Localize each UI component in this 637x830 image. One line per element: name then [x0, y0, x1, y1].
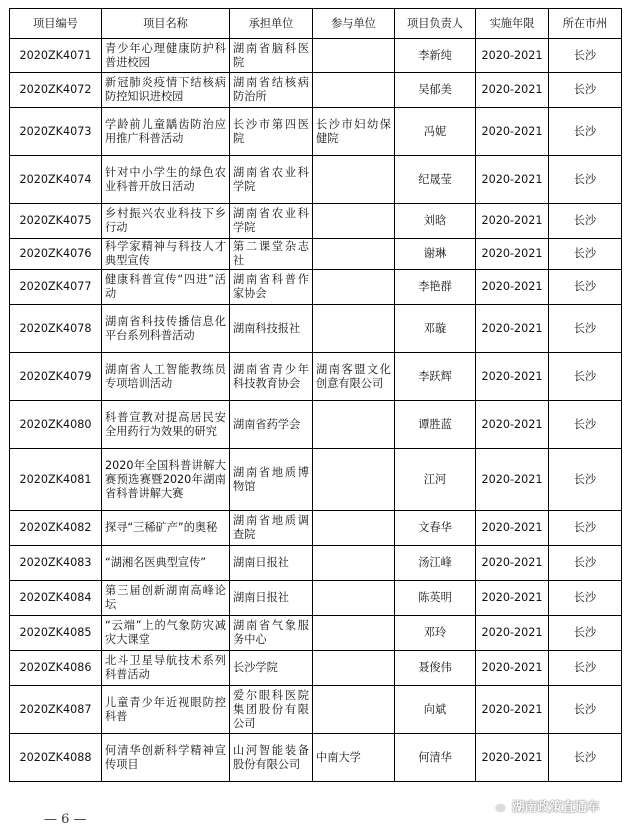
cell-city: 长沙 — [549, 686, 622, 734]
table-row — [10, 511, 622, 546]
cell-name: 青少年心理健康防护科普进校园 — [102, 39, 230, 73]
table-row — [10, 156, 622, 204]
cell-partner — [313, 686, 395, 734]
cell-name: 健康科普宣传“四进”活动 — [102, 270, 230, 305]
cell-name: 探寻“三稀矿产”的奥秘 — [102, 511, 230, 546]
header-name: 项目名称 — [102, 9, 230, 39]
cell-unit: 湖南省气象服务中心 — [230, 616, 313, 651]
table-row — [10, 353, 622, 401]
cell-partner — [313, 39, 395, 73]
cell-leader: 汤江峰 — [395, 546, 476, 581]
cell-leader: 谢琳 — [395, 239, 476, 270]
cell-unit: 第二课堂杂志社 — [230, 239, 313, 270]
cell-unit: 湖南省结核病防治所 — [230, 73, 313, 108]
cell-partner: 中南大学 — [313, 734, 395, 782]
header-code: 项目编号 — [10, 9, 102, 39]
cell-partner — [313, 581, 395, 616]
table-row — [10, 734, 622, 782]
cell-code: 2020ZK4083 — [10, 546, 102, 581]
cell-name: 科普宣教对提高居民安全用药行为效果的研究 — [102, 401, 230, 449]
cell-city: 长沙 — [549, 204, 622, 239]
cell-city: 长沙 — [549, 511, 622, 546]
cell-name: 第三届创新湖南高峰论坛 — [102, 581, 230, 616]
cell-name: “云端”上的气象防灾减灾大课堂 — [102, 616, 230, 651]
cell-name: 湖南省科技传播信息化平台系列科普活动 — [102, 305, 230, 353]
cell-leader: 邓玲 — [395, 616, 476, 651]
cell-leader: 何清华 — [395, 734, 476, 782]
cell-years: 2020-2021 — [476, 546, 549, 581]
cell-city: 长沙 — [549, 546, 622, 581]
cell-years: 2020-2021 — [476, 616, 549, 651]
cell-code: 2020ZK4086 — [10, 651, 102, 686]
cell-years: 2020-2021 — [476, 305, 549, 353]
cell-city: 长沙 — [549, 156, 622, 204]
cell-unit: 湖南省药学会 — [230, 401, 313, 449]
cell-years: 2020-2021 — [476, 401, 549, 449]
cell-leader: 江河 — [395, 449, 476, 511]
cell-code: 2020ZK4076 — [10, 239, 102, 270]
table-row — [10, 616, 622, 651]
cell-unit: 湖南省脑科医院 — [230, 39, 313, 73]
cell-years: 2020-2021 — [476, 239, 549, 270]
cell-city: 长沙 — [549, 581, 622, 616]
cell-name: 北斗卫星导航技术系列科普活动 — [102, 651, 230, 686]
wechat-icon — [486, 797, 508, 815]
table-row — [10, 39, 622, 73]
cell-unit: 湖南省青少年科技教育协会 — [230, 353, 313, 401]
cell-leader: 纪晟莹 — [395, 156, 476, 204]
cell-code: 2020ZK4087 — [10, 686, 102, 734]
table-header-row — [10, 9, 622, 39]
cell-unit: 湖南省科普作家协会 — [230, 270, 313, 305]
cell-years: 2020-2021 — [476, 39, 549, 73]
table-row — [10, 239, 622, 270]
cell-name: 学龄前儿童龋齿防治应用推广科普活动 — [102, 108, 230, 156]
table-row — [10, 651, 622, 686]
page-number: — 6 — — [44, 812, 87, 827]
cell-code: 2020ZK4080 — [10, 401, 102, 449]
watermark-text: 湖南政策直通车 — [512, 799, 600, 814]
cell-leader: 李艳群 — [395, 270, 476, 305]
cell-partner — [313, 156, 395, 204]
cell-code: 2020ZK4088 — [10, 734, 102, 782]
cell-city: 长沙 — [549, 305, 622, 353]
cell-unit: 湖南省地质博物馆 — [230, 449, 313, 511]
table-row — [10, 686, 622, 734]
cell-city: 长沙 — [549, 270, 622, 305]
cell-city: 长沙 — [549, 734, 622, 782]
cell-years: 2020-2021 — [476, 73, 549, 108]
cell-partner — [313, 305, 395, 353]
cell-unit: 湖南科技报社 — [230, 305, 313, 353]
cell-city: 长沙 — [549, 401, 622, 449]
cell-unit: 长沙市第四医院 — [230, 108, 313, 156]
cell-name: 针对中小学生的绿色农业科普开放日活动 — [102, 156, 230, 204]
cell-leader: 陈英明 — [395, 581, 476, 616]
cell-leader: 冯妮 — [395, 108, 476, 156]
cell-partner — [313, 401, 395, 449]
cell-years: 2020-2021 — [476, 651, 549, 686]
cell-partner — [313, 73, 395, 108]
cell-partner — [313, 546, 395, 581]
cell-years: 2020-2021 — [476, 581, 549, 616]
project-table — [9, 8, 622, 782]
cell-name: 湖南省人工智能教练员专项培训活动 — [102, 353, 230, 401]
cell-name: 2020年全国科普讲解大赛预选赛暨2020年湖南省科普讲解大赛 — [102, 449, 230, 511]
cell-code: 2020ZK4082 — [10, 511, 102, 546]
table-row — [10, 449, 622, 511]
cell-city: 长沙 — [549, 39, 622, 73]
cell-unit: 湖南日报社 — [230, 546, 313, 581]
header-partner: 参与单位 — [313, 9, 395, 39]
header-city: 所在市州 — [549, 9, 622, 39]
cell-city: 长沙 — [549, 108, 622, 156]
header-unit: 承担单位 — [230, 9, 313, 39]
cell-unit: 长沙学院 — [230, 651, 313, 686]
cell-code: 2020ZK4072 — [10, 73, 102, 108]
table-row — [10, 73, 622, 108]
cell-code: 2020ZK4073 — [10, 108, 102, 156]
cell-name: 新冠肺炎疫情下结核病防控知识进校园 — [102, 73, 230, 108]
cell-leader: 文春华 — [395, 511, 476, 546]
cell-code: 2020ZK4075 — [10, 204, 102, 239]
cell-code: 2020ZK4084 — [10, 581, 102, 616]
cell-years: 2020-2021 — [476, 108, 549, 156]
cell-city: 长沙 — [549, 239, 622, 270]
cell-years: 2020-2021 — [476, 204, 549, 239]
cell-name: 何清华创新科学精神宣传项目 — [102, 734, 230, 782]
cell-partner: 长沙市妇幼保健院 — [313, 108, 395, 156]
cell-partner — [313, 449, 395, 511]
cell-partner — [313, 239, 395, 270]
cell-leader: 聂俊伟 — [395, 651, 476, 686]
cell-city: 长沙 — [549, 651, 622, 686]
cell-years: 2020-2021 — [476, 511, 549, 546]
table-body — [10, 39, 622, 782]
table-row — [10, 108, 622, 156]
cell-partner — [313, 511, 395, 546]
cell-partner — [313, 616, 395, 651]
cell-name: 儿童青少年近视眼防控科普 — [102, 686, 230, 734]
cell-code: 2020ZK4085 — [10, 616, 102, 651]
cell-partner: 湖南客盟文化创意有限公司 — [313, 353, 395, 401]
cell-partner — [313, 270, 395, 305]
cell-city: 长沙 — [549, 449, 622, 511]
table-row — [10, 204, 622, 239]
cell-name: “湖湘名医典型宣传” — [102, 546, 230, 581]
cell-partner — [313, 204, 395, 239]
table-row — [10, 401, 622, 449]
cell-years: 2020-2021 — [476, 156, 549, 204]
cell-unit: 山河智能装备股份有限公司 — [230, 734, 313, 782]
cell-partner — [313, 651, 395, 686]
cell-years: 2020-2021 — [476, 270, 549, 305]
table-row — [10, 270, 622, 305]
cell-leader: 吴郁美 — [395, 73, 476, 108]
table-row — [10, 546, 622, 581]
cell-leader: 邓璇 — [395, 305, 476, 353]
watermark — [486, 797, 600, 815]
cell-code: 2020ZK4071 — [10, 39, 102, 73]
cell-code: 2020ZK4074 — [10, 156, 102, 204]
cell-leader: 向斌 — [395, 686, 476, 734]
cell-unit: 湖南省农业科学院 — [230, 156, 313, 204]
cell-years: 2020-2021 — [476, 449, 549, 511]
cell-unit: 湖南省农业科学院 — [230, 204, 313, 239]
cell-leader: 李跃辉 — [395, 353, 476, 401]
cell-code: 2020ZK4078 — [10, 305, 102, 353]
cell-unit: 爱尔眼科医院集团股份有限公司 — [230, 686, 313, 734]
cell-name: 科学家精神与科技人才典型宣传 — [102, 239, 230, 270]
cell-unit: 湖南日报社 — [230, 581, 313, 616]
cell-city: 长沙 — [549, 353, 622, 401]
cell-code: 2020ZK4077 — [10, 270, 102, 305]
cell-city: 长沙 — [549, 616, 622, 651]
cell-leader: 刘晗 — [395, 204, 476, 239]
cell-years: 2020-2021 — [476, 686, 549, 734]
header-leader: 项目负责人 — [395, 9, 476, 39]
cell-city: 长沙 — [549, 73, 622, 108]
cell-code: 2020ZK4081 — [10, 449, 102, 511]
cell-code: 2020ZK4079 — [10, 353, 102, 401]
cell-years: 2020-2021 — [476, 353, 549, 401]
header-years: 实施年限 — [476, 9, 549, 39]
cell-name: 乡村振兴农业科技下乡行动 — [102, 204, 230, 239]
cell-unit: 湖南省地质调查院 — [230, 511, 313, 546]
cell-leader: 李新纯 — [395, 39, 476, 73]
cell-years: 2020-2021 — [476, 734, 549, 782]
table-row — [10, 305, 622, 353]
table-row — [10, 581, 622, 616]
cell-leader: 谭胜蓝 — [395, 401, 476, 449]
